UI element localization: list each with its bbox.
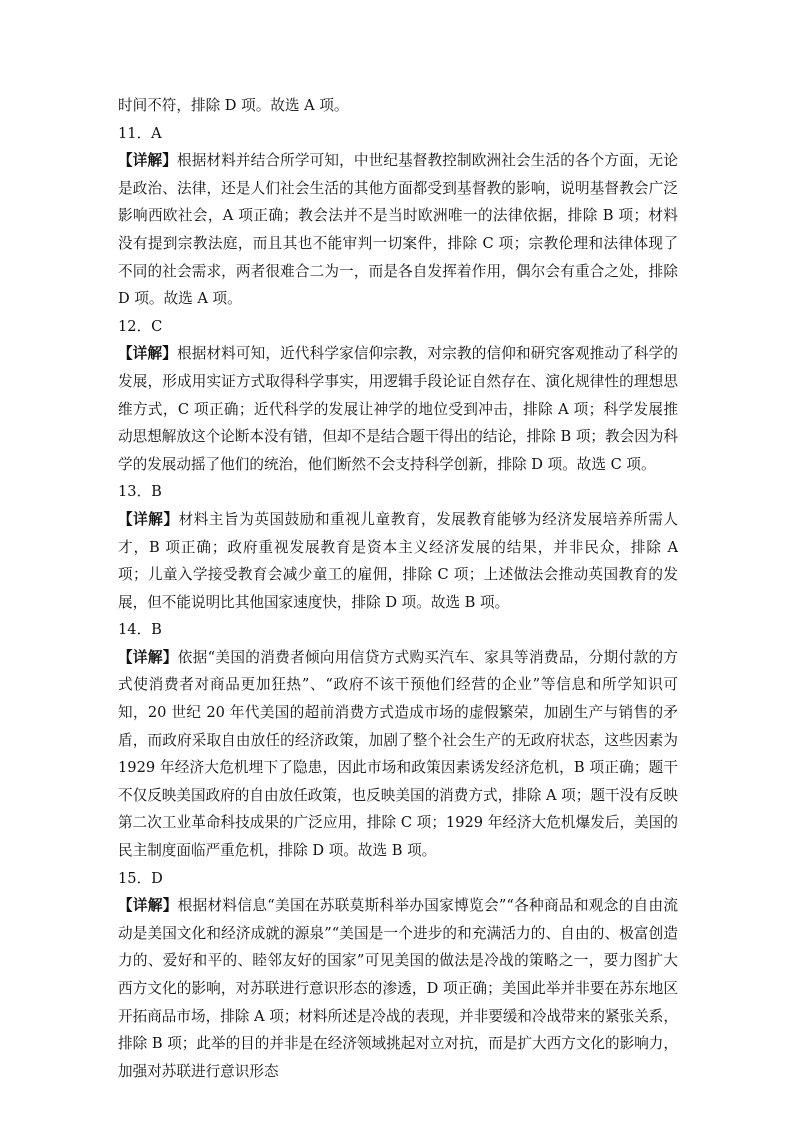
explanation-15 (118, 892, 678, 1085)
question-number-12: 12．C (118, 317, 163, 335)
explanation-13 (118, 506, 678, 616)
detail-tag: 【详解】 (118, 510, 179, 528)
question-number-13: 13．B (118, 483, 162, 501)
answer-explanations (118, 92, 678, 1085)
intro-line: 时间不符，排除 D 项。故选 A 项。 (118, 97, 349, 114)
explanation-text: 根据材料可知，近代科学家信仰宗教，对宗教的信仰和研究客观推动了科学的发展，形成用实证方式取得科学事实，用逻辑手段论证自然存在、演化规律性的理想思维方式，C 项正确；近代科学的发展让神学的地位受到冲击，排除 A 项；科学发展推动思想解放这个论断本没有错，但却不是结合题干得出的结论，排除 B 项；教会因为科学的发展动摇了他们的统治，他们断然不会支持科学创新，排除 D 项。故选 C 项。 (118, 345, 678, 473)
question-number-15: 15．D (118, 869, 163, 887)
explanation-text: 依据“美国的消费者倾向用信贷方式购买汽车、家具等消费品，分期付款的方式使消费者对商品更加狂热”、“政府不该干预他们经营的企业”等信息和所学知识可知，20 世纪 20 年代美国的超前消费方式造成市场的虚假繁荣，加剧生产与销售的矛盾，而政府采取自由放任的经济政策，加剧了整个社会生产的无政府状态，这些因素为 1929 年经济大危机埋下了隐患，因此市场和政策因素诱发经济危机，B 项正确；题干不仅反映美国政府的自由放任政策，也反映美国的消费方式，排除 A 项；题干没有反映第二次工业革命科技成果的广泛应用，排除 C 项；1929 年经济大危机爆发后，美国的民主制度面临严重危机，排除 D 项。故选 B 项。 (118, 648, 678, 860)
detail-tag: 【详解】 (118, 345, 177, 363)
detail-tag: 【详解】 (118, 897, 178, 915)
explanation-14 (118, 644, 678, 865)
explanation-text: 材料主旨为英国鼓励和重视儿童教育，发展教育能够为经济发展培养所需人才，B 项正确；政府重视发展教育是资本主义经济发展的结果，并非民众，排除 A 项；儿童入学接受教育会减少童工的雇佣，排除 C 项；上述做法会推动英国教育的发展，但不能说明比其他国家速度快，排除 D 项。故选 B 项。 (118, 510, 678, 611)
explanation-12 (118, 340, 678, 478)
explanation-text: 根据材料并结合所学可知，中世纪基督教控制欧洲社会生活的各个方面，无论是政治、法律，还是人们社会生活的其他方面都受到基督教的影响，说明基督教会广泛影响西欧社会，A 项正确；教会法并不是当时欧洲唯一的法律依据，排除 B 项；材料没有提到宗教法庭，而且其也不能审判一切案件，排除 C 项；宗教伦理和法律体现了不同的社会需求，两者很难合二为一，而是各自发挥着作用，偶尔会有重合之处，排除 D 项。故选 A 项。 (118, 152, 678, 308)
question-number-11: 11．A (118, 124, 162, 142)
detail-tag: 【详解】 (118, 152, 177, 170)
detail-tag: 【详解】 (118, 648, 178, 666)
question-number-14: 14．B (118, 621, 162, 639)
explanation-text: 根据材料信息“美国在苏联莫斯科举办国家博览会”“各种商品和观念的自由流动是美国文化和经济成就的源泉”“美国是一个进步的和充满活力的、自由的、极富创造力的、爱好和平的、睦邻友好的国家”可见美国的做法是冷战的策略之一，要力图扩大西方文化的影响，对苏联进行意识形态的渗透，D 项正确；美国此举并非要在苏东地区开拓商品市场，排除 A 项；材料所述是冷战的表现，并非要缓和冷战带来的紧张关系，排除 B 项；此举的目的并非是在经济领域挑起对立对抗，而是扩大西方文化的影响力，加强对苏联进行意识形态 (118, 897, 678, 1080)
explanation-11 (118, 147, 678, 313)
